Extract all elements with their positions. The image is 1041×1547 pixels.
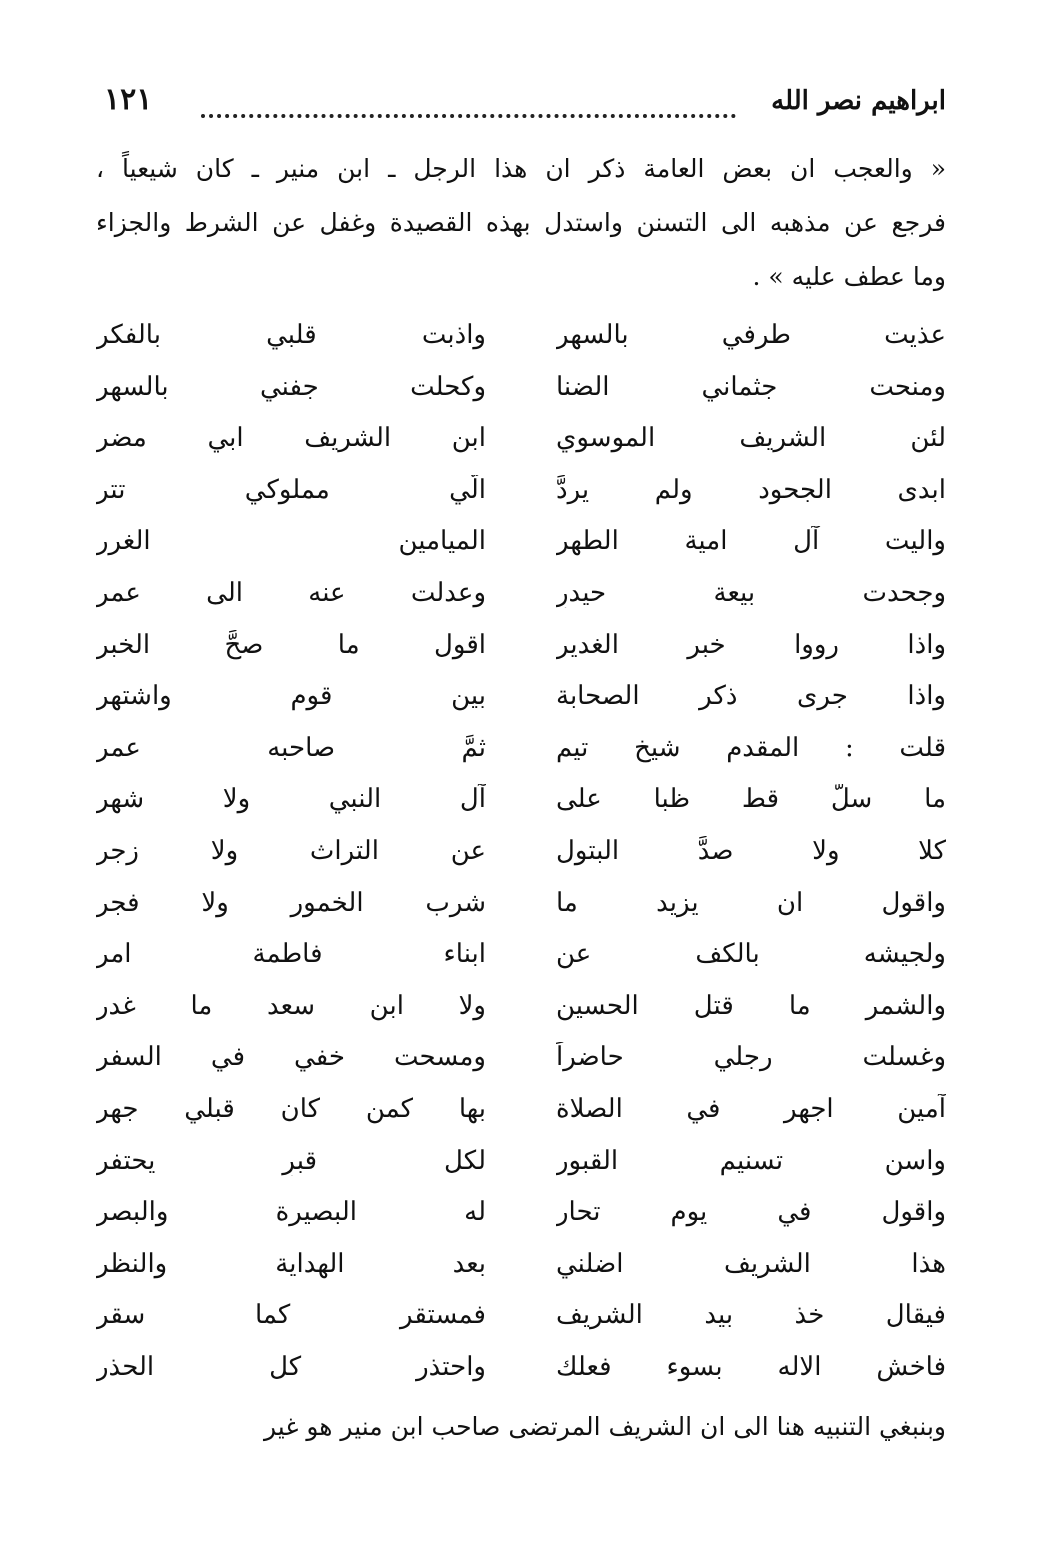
verse-second-half: آل النبي ولا شهر (96, 784, 486, 815)
intro-line: فرجع عن مذهبه الى التسنن واستدل بهذه القصيدة وغفل عن الشرط والجزاء (96, 208, 946, 237)
verse-first-half: عذيت طرفي بالسهر (556, 320, 946, 350)
poem (96, 312, 946, 1395)
verse (96, 1189, 946, 1241)
verse (96, 364, 946, 416)
verse-second-half: ثمَّ صاحبه عمر (96, 732, 486, 763)
verse-second-half: ابن الشريف ابي مضر (96, 423, 486, 454)
verse-first-half: ما سلَّ قط ظبا على (556, 784, 946, 815)
verse (96, 622, 946, 674)
verse (96, 467, 946, 519)
verse-second-half: واذبت قلبي بالفكر (96, 320, 486, 350)
verse (96, 1292, 946, 1344)
leader-dots (201, 88, 736, 118)
verse-first-half: واقول في يوم تحار (556, 1197, 946, 1228)
verse (96, 1138, 946, 1190)
verse-first-half: واذا رووا خبر الغدير (556, 629, 946, 660)
verse-second-half: بين قوم واشتهر (96, 681, 486, 712)
verse-second-half: عن التراث ولا زجر (96, 835, 486, 866)
verse-first-half: فيقال خذ بيد الشريف (556, 1300, 946, 1331)
verse-first-half: هذا الشريف اضلني (556, 1248, 946, 1279)
verse-second-half: الميامين الغرر (96, 526, 486, 557)
verse-first-half: فاخش الاله بسوء فعلك (556, 1351, 946, 1382)
verse (96, 415, 946, 467)
verse-second-half: الَّي مملوكي تتر (96, 474, 486, 505)
verse (96, 725, 946, 777)
verse (96, 880, 946, 932)
intro-line: وما عطف عليه » . (752, 262, 946, 291)
verse-first-half: ابدى الجحود ولم يردَّ (556, 474, 946, 505)
verse (96, 570, 946, 622)
verse-second-half: بعد الهداية والنظر (96, 1248, 486, 1279)
verse-first-half: كلا ولا صدَّ البتول (556, 835, 946, 866)
verse-second-half: له البصيرة والبصر (96, 1197, 486, 1228)
verse-second-half: ومسحت خفي في السفر (96, 1042, 486, 1073)
verse (96, 1241, 946, 1293)
verse-first-half: آمين اجهر في الصلاة (556, 1093, 946, 1124)
closing-paragraph: وبنبغي التنبيه هنا الى ان الشريف المرتضى صاحب ابن منير هو غير (264, 1412, 946, 1441)
verse (96, 828, 946, 880)
verse-first-half: واليت آل امية الطهر (556, 526, 946, 557)
verse-second-half: بها كمن كان قبلي جهر (96, 1093, 486, 1124)
verse-second-half: اقول ما صحَّ الخبر (96, 629, 486, 660)
running-title: ابراهيم نصر الله (771, 86, 946, 116)
verse-second-half: لكل قبرٍ يحتفر (96, 1145, 486, 1176)
verse (96, 931, 946, 983)
verse-first-half: وجحدت بيعة حيدرٍ (556, 577, 946, 608)
page-number: ١٢١ (104, 82, 153, 117)
verse (96, 1086, 946, 1138)
verse (96, 312, 946, 364)
verse-second-half: ولا ابن سعد ما غدر (96, 990, 486, 1021)
verse (96, 673, 946, 725)
intro-line: « والعجب ان بعض العامة ذكر ان هذا الرجل ـ ابن منير ـ كان شيعياً ، (96, 154, 946, 183)
verse-first-half: وغسلت رجلي حاضراً (556, 1042, 946, 1073)
verse (96, 518, 946, 570)
verse-second-half: فمستقر كما سقر (96, 1300, 486, 1331)
verse (96, 983, 946, 1035)
verse-first-half: ومنحت جثماني الضنا (556, 371, 946, 402)
verse-first-half: واذا جرى ذكر الصحابة (556, 681, 946, 712)
verse-second-half: شرب الخمور ولا فجر (96, 887, 486, 918)
verse (96, 1034, 946, 1086)
verse-second-half: واحتذر كل الحذر (96, 1351, 486, 1382)
verse-first-half: واقول ان يزيد ما (556, 887, 946, 918)
verse-second-half: ابناء فاطمة امر (96, 939, 486, 970)
verse-first-half: والشمر ما قتل الحسين (556, 990, 946, 1021)
verse-first-half: لئن الشريف الموسوي (556, 423, 946, 454)
verse (96, 776, 946, 828)
verse-first-half: واسن تسنيم القبور (556, 1145, 946, 1176)
verse (96, 1344, 946, 1396)
verse-first-half: قلت : المقدم شيخ تيمٍ (556, 732, 946, 763)
page-header (96, 82, 946, 126)
verse-second-half: وعدلت عنه الى عمر (96, 577, 486, 608)
verse-second-half: وكحلت جفني بالسهر (96, 371, 486, 402)
verse-first-half: ولجيشه بالكف عن (556, 939, 946, 970)
intro-paragraph (96, 142, 946, 304)
